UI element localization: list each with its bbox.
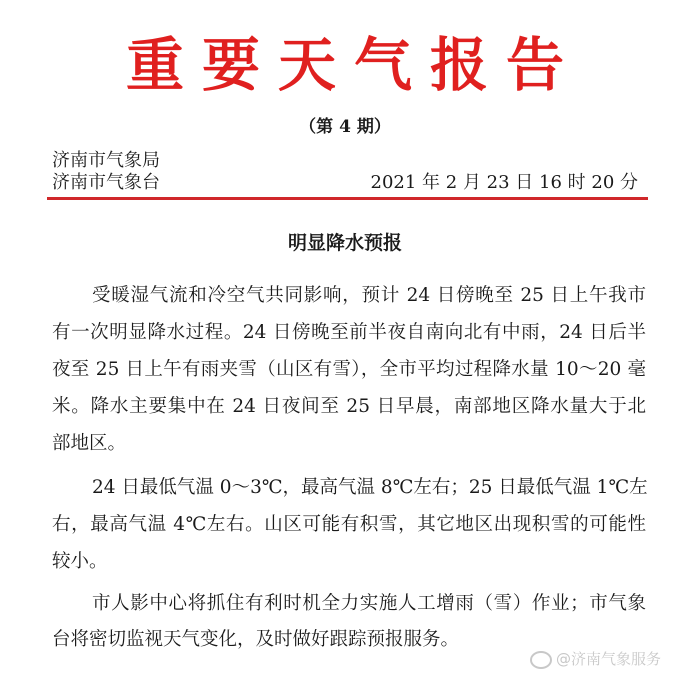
paragraph-line: 右，最高气温 4℃左右。山区可能有积雪，其它地区出现积雪的可能性 bbox=[52, 514, 646, 535]
issue-datetime: 2021 年 2 月 23 日 16 时 20 分 bbox=[370, 172, 638, 193]
issuer-observatory: 济南市气象台 bbox=[52, 172, 160, 193]
paragraph-line: 受暖湿气流和冷空气共同影响，预计 24 日傍晚至 25 日上午我市 bbox=[92, 285, 646, 306]
report-subtitle: 明显降水预报 bbox=[287, 232, 402, 254]
paragraph-line: 24 日最低气温 0～3℃，最高气温 8℃左右；25 日最低气温 1℃左 bbox=[92, 477, 648, 498]
issuer-bureau: 济南市气象局 bbox=[52, 150, 160, 171]
weibo-logo-icon bbox=[530, 651, 552, 669]
report-title: 重要天气报告 bbox=[125, 31, 582, 99]
paragraph-line: 米。降水主要集中在 24 日夜间至 25 日早晨，南部地区降水量大于北 bbox=[52, 396, 646, 417]
paragraph-line: 部地区。 bbox=[52, 433, 127, 454]
issue-number: （第 4 期） bbox=[299, 117, 391, 137]
paragraph-line: 有一次明显降水过程。24 日傍晚至前半夜自南向北有中雨，24 日后半 bbox=[52, 322, 646, 343]
watermark bbox=[530, 648, 661, 669]
paragraph-line: 台将密切监视天气变化，及时做好跟踪预报服务。 bbox=[52, 629, 460, 650]
paragraph-line: 市人影中心将抓住有利时机全力实施人工增雨（雪）作业；市气象 bbox=[92, 593, 646, 614]
red-divider bbox=[47, 197, 648, 200]
paragraph-line: 较小。 bbox=[52, 551, 108, 572]
paragraph-line: 夜至 25 日上午有雨夹雪（山区有雪），全市平均过程降水量 10～20 毫 bbox=[52, 359, 646, 380]
watermark-text: @济南气象服务 bbox=[556, 650, 662, 668]
